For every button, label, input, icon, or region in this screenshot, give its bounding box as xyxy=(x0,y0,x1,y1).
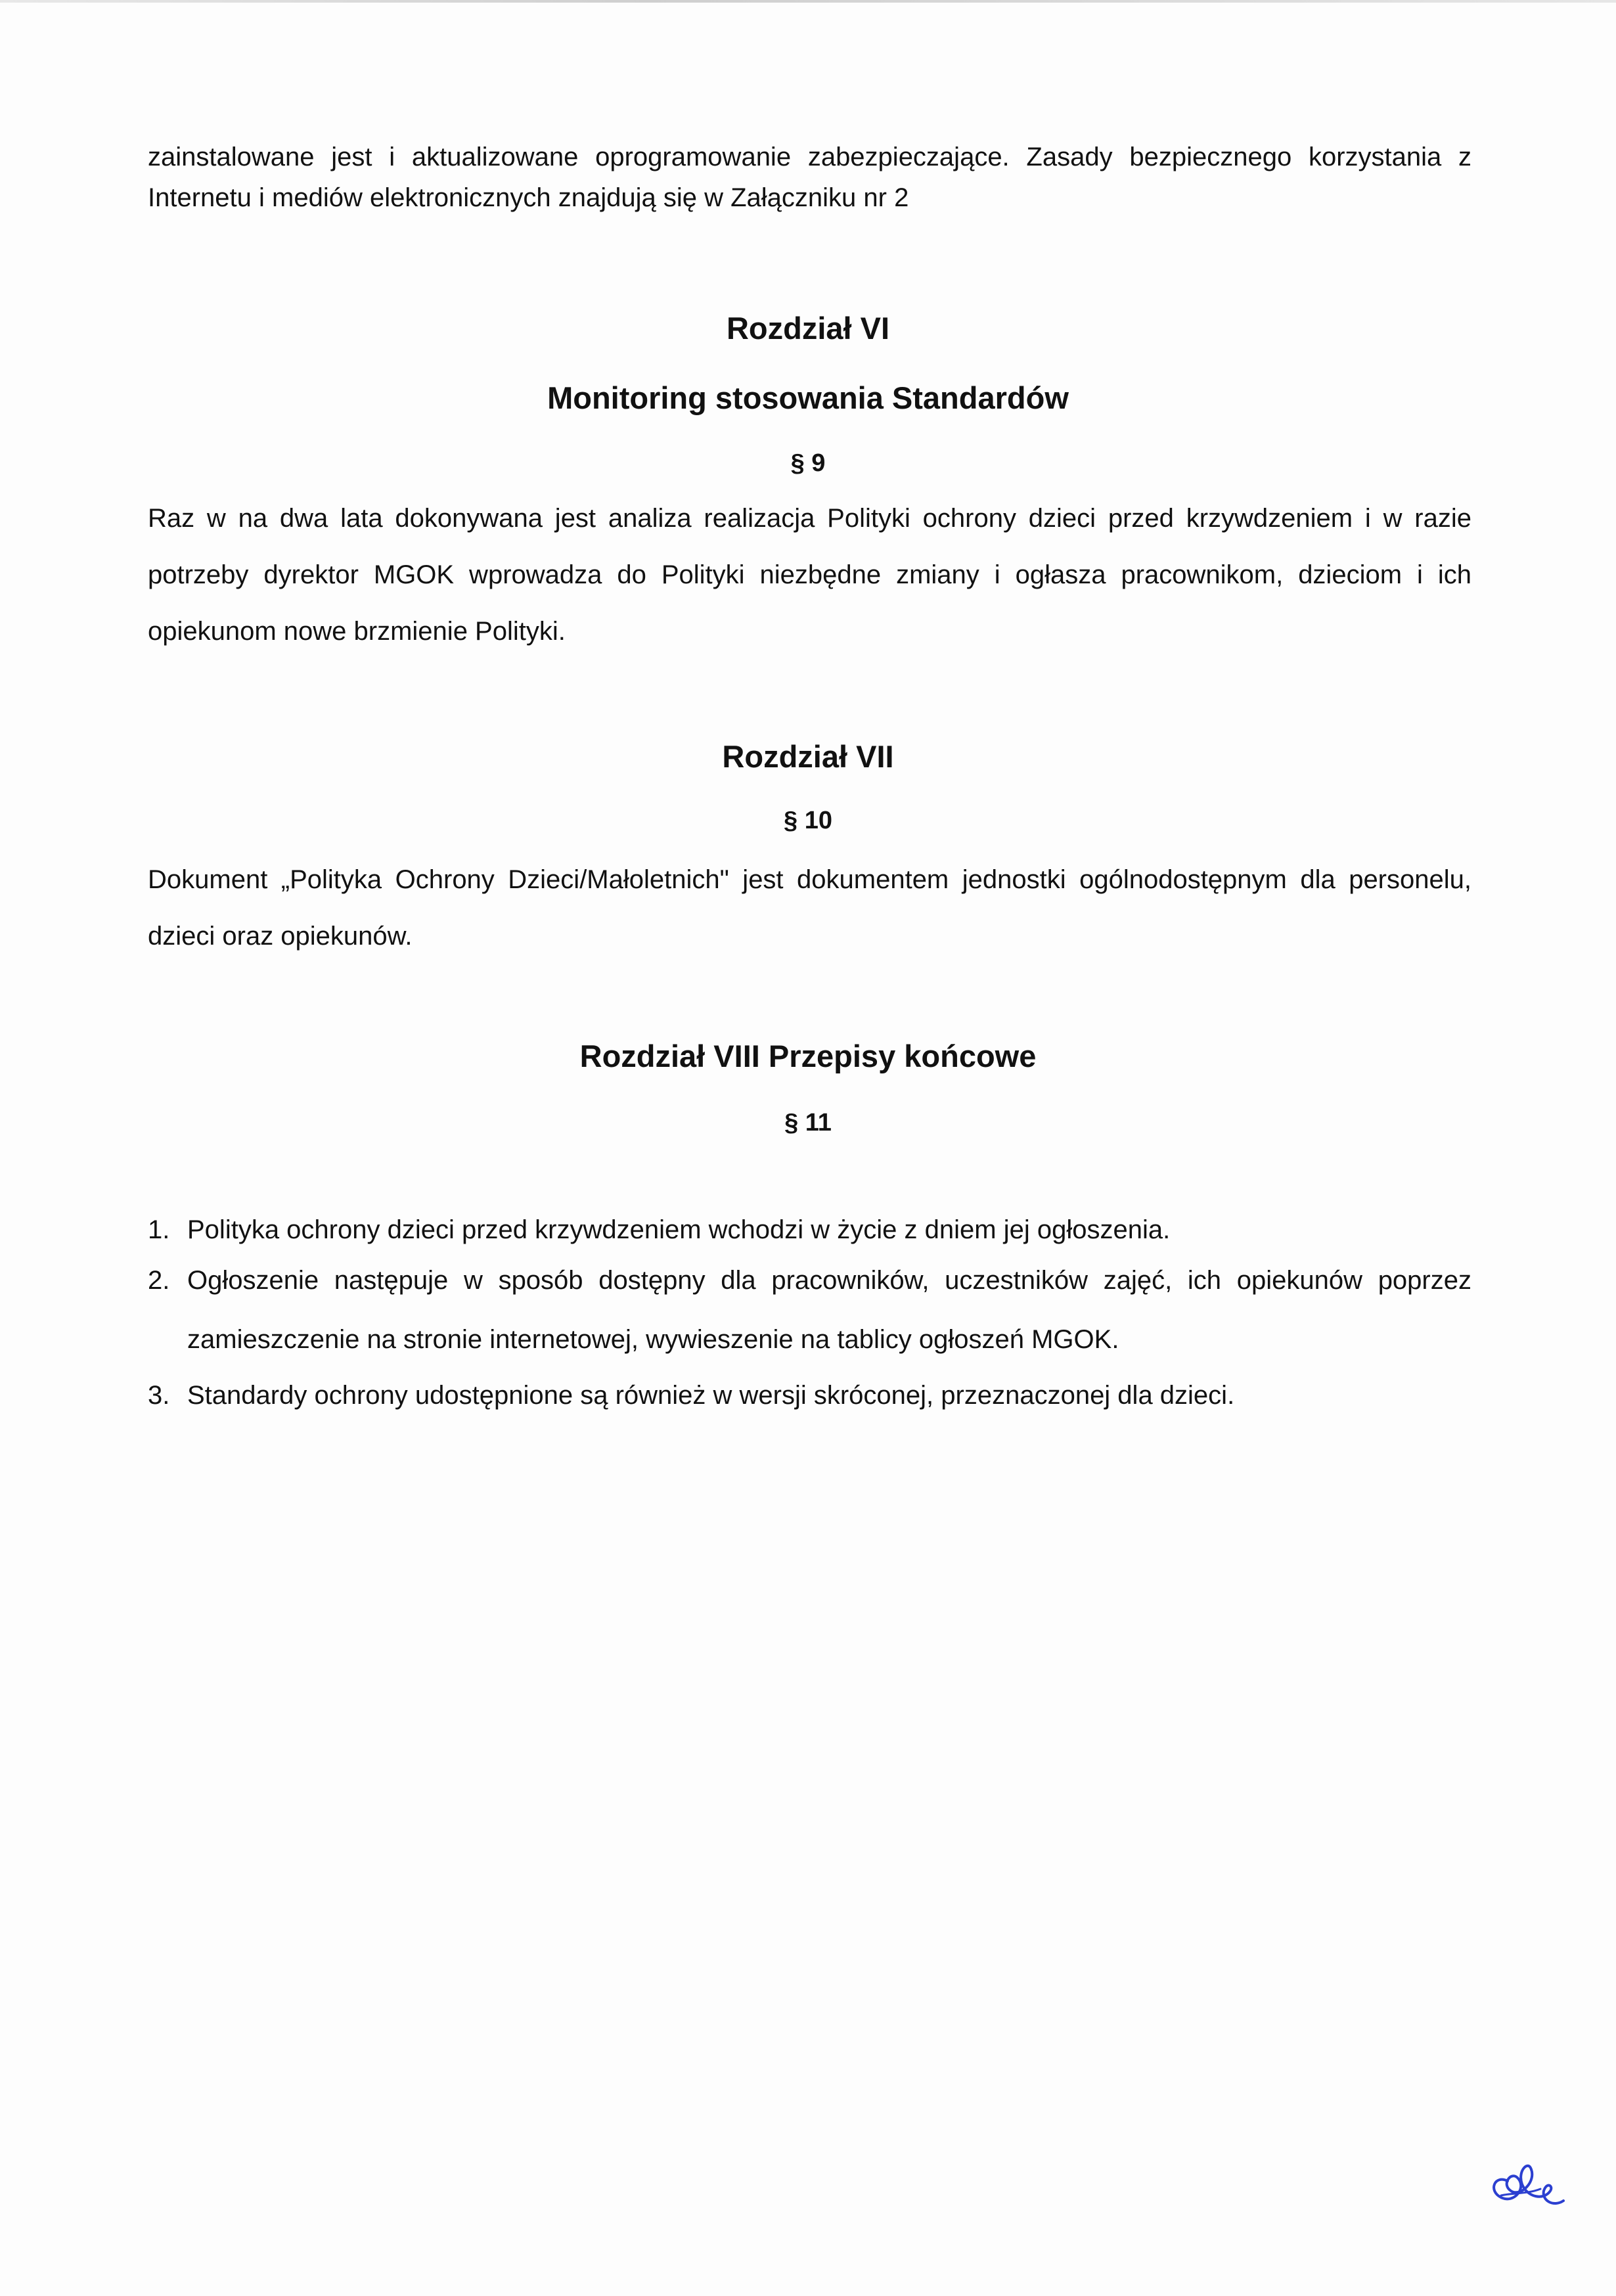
list-item-text: Polityka ochrony dzieci przed krzywdzeniem wchodzi w życie z dniem jej ogłoszenia. xyxy=(187,1215,1171,1244)
chapter-8-title: Rozdział VIII Przepisy końcowe xyxy=(579,1039,1037,1073)
handwritten-initials-signature xyxy=(1481,2155,1573,2217)
section-10-sign: § 10 xyxy=(784,807,832,834)
section-9-sign: § 9 xyxy=(790,449,826,477)
chapter-6-title: Rozdział VI xyxy=(726,311,890,346)
list-item-text: Standardy ochrony udostępnione są również w wersji skróconej, przeznaczonej dla dzieci. xyxy=(187,1381,1235,1410)
intro-paragraph: zainstalowane jest i aktualizowane oprogramowanie zabezpieczające. Zasady bezpiecznego korzystania z Internetu i mediów elektronicznych znajdują się w Załączniku nr 2 xyxy=(148,143,1471,212)
list-item-text: Ogłoszenie następuje w sposób dostępny dla pracowników, uczestników zajęć, ich opiekunów poprzez zamieszczenie na stronie internetowej, wywieszenie na tablicy ogłoszeń MGOK. xyxy=(187,1266,1471,1354)
chapter-6-paragraph: Raz w na dwa lata dokonywana jest analiza realizacja Polityki ochrony dzieci przed krzywdzeniem i w razie potrzeby dyrektor MGOK wprowadza do Polityki niezbędne zmiany i ogłasza pracownikom, dzieciom i ich opiekunom nowe brzmienie Polityki. xyxy=(148,504,1471,646)
chapter-7-paragraph: Dokument „Polityka Ochrony Dzieci/Małoletnich" jest dokumentem jednostki ogólnodostępnym dla personelu, dzieci oraz opiekunów. xyxy=(148,865,1471,951)
final-provisions-list xyxy=(148,1209,1471,1422)
chapter-6-subtitle: Monitoring stosowania Standardów xyxy=(547,380,1069,415)
list-item-number: 2. xyxy=(148,1266,170,1295)
section-11-sign: § 11 xyxy=(784,1109,832,1137)
list-item xyxy=(148,1251,1471,1369)
list-item xyxy=(148,1209,1471,1251)
list-item-number: 1. xyxy=(148,1215,170,1244)
chapter-7-title: Rozdział VII xyxy=(722,739,894,774)
list-item xyxy=(148,1369,1471,1422)
list-item-number: 3. xyxy=(148,1381,170,1410)
scan-top-edge xyxy=(0,0,1616,3)
